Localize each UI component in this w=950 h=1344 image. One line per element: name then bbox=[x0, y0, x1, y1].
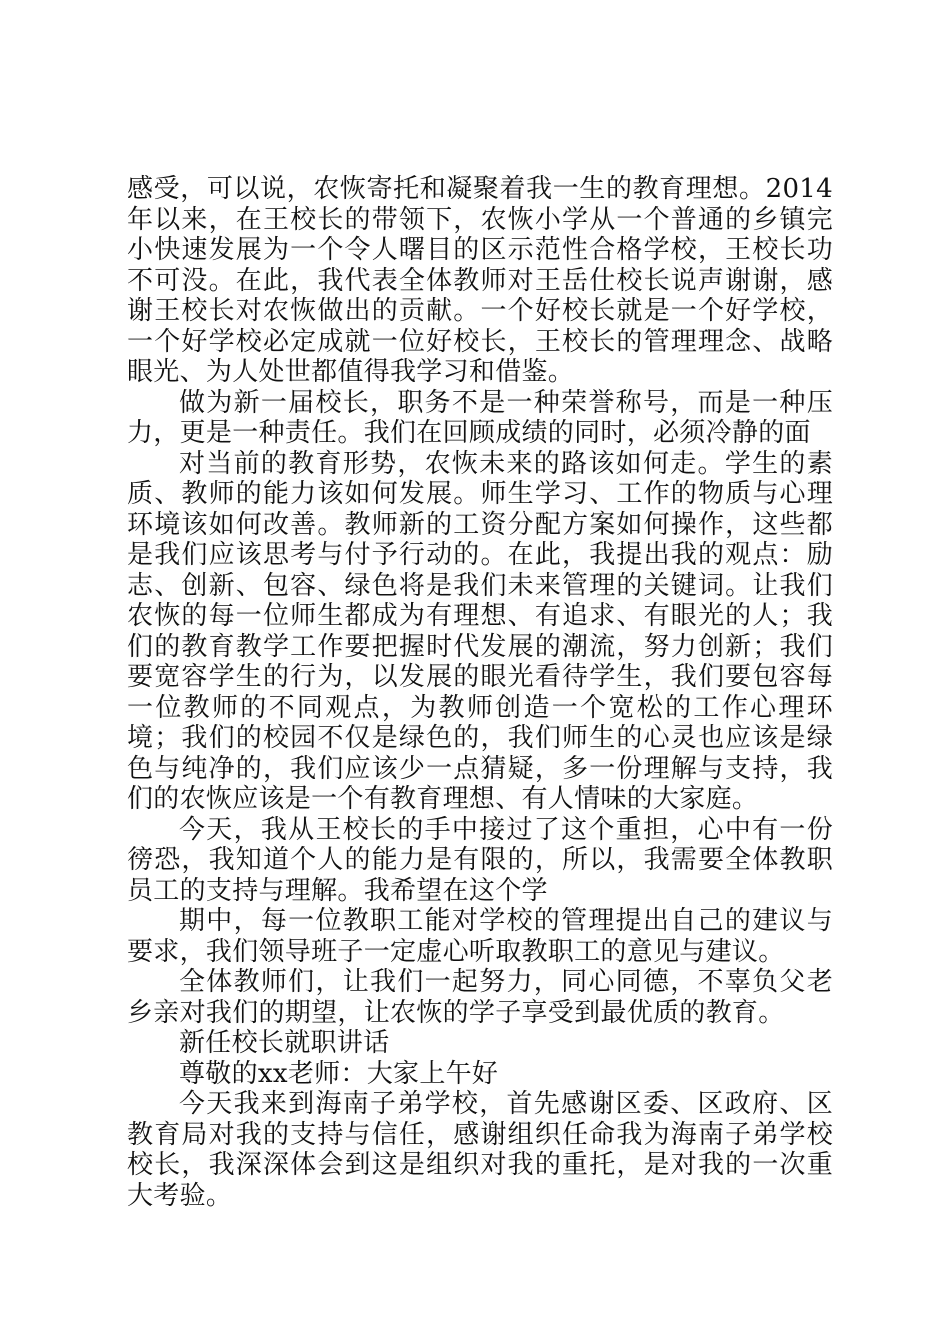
paragraph-6: 全体教师们，让我们一起努力，同心同德，不辜负父老乡亲对我们的期望，让农恢的学子享受到最优质的教育。 bbox=[127, 967, 833, 1028]
paragraph-5: 期中，每一位教职工能对学校的管理提出自己的建议与要求，我们领导班子一定虚心听取教职工的意见与建议。 bbox=[127, 906, 833, 967]
speech-salutation: 尊敬的xx老师：大家上午好 bbox=[179, 1058, 499, 1089]
speech-title: 新任校长就职讲话 bbox=[179, 1028, 390, 1058]
paragraph-2: 做为新一届校长，职务不是一种荣誉称号，而是一种压力，更是一种责任。我们在回顾成绩的同时，必须冷静的面 bbox=[127, 387, 833, 448]
paragraph-1: 感受，可以说，农恢寄托和凝聚着我一生的教育理想。2014年以来，在王校长的带领下，农恢小学从一个普通的乡镇完小快速发展为一个令人曙目的区示范性合格学校，王校长功不可没。在此，我代表全体教师对王岳仕校长说声谢谢，感谢王校长对农恢做出的贡献。一个好校长就是一个好学校，一个好学校必定成就一位好校长，王校长的管理理念、战略眼光、为人处世都值得我学习和借鉴。 bbox=[127, 174, 833, 387]
paragraph-9: 今天我来到海南子弟学校，首先感谢区委、区政府、区教育局对我的支持与信任，感谢组织任命我为海南子弟学校校长，我深深体会到这是组织对我的重托，是对我的一次重大考验。 bbox=[127, 1089, 833, 1211]
paragraph-4: 今天，我从王校长的手中接过了这个重担，心中有一份徬恐，我知道个人的能力是有限的，所以，我需要全体教职员工的支持与理解。我希望在这个学 bbox=[127, 814, 833, 906]
document-body bbox=[127, 174, 833, 1211]
paragraph-3: 对当前的教育形势，农恢未来的路该如何走。学生的素质、教师的能力该如何发展。师生学习、工作的物质与心理环境该如何改善。教师新的工资分配方案如何操作，这些都是我们应该思考与付予行动的。在此，我提出我的观点：励志、创新、包容、绿色将是我们未来管理的关键词。让我们农恢的每一位师生都成为有理想、有追求、有眼光的人；我们的教育教学工作要把握时代发展的潮流，努力创新；我们要宽容学生的行为，以发展的眼光看待学生，我们要包容每一位教师的不同观点，为教师创造一个宽松的工作心理环境；我们的校园不仅是绿色的，我们师生的心灵也应该是绿色与纯净的，我们应该少一点猜疑，多一份理解与支持，我们的农恢应该是一个有教育理想、有人情味的大家庭。 bbox=[127, 448, 833, 814]
